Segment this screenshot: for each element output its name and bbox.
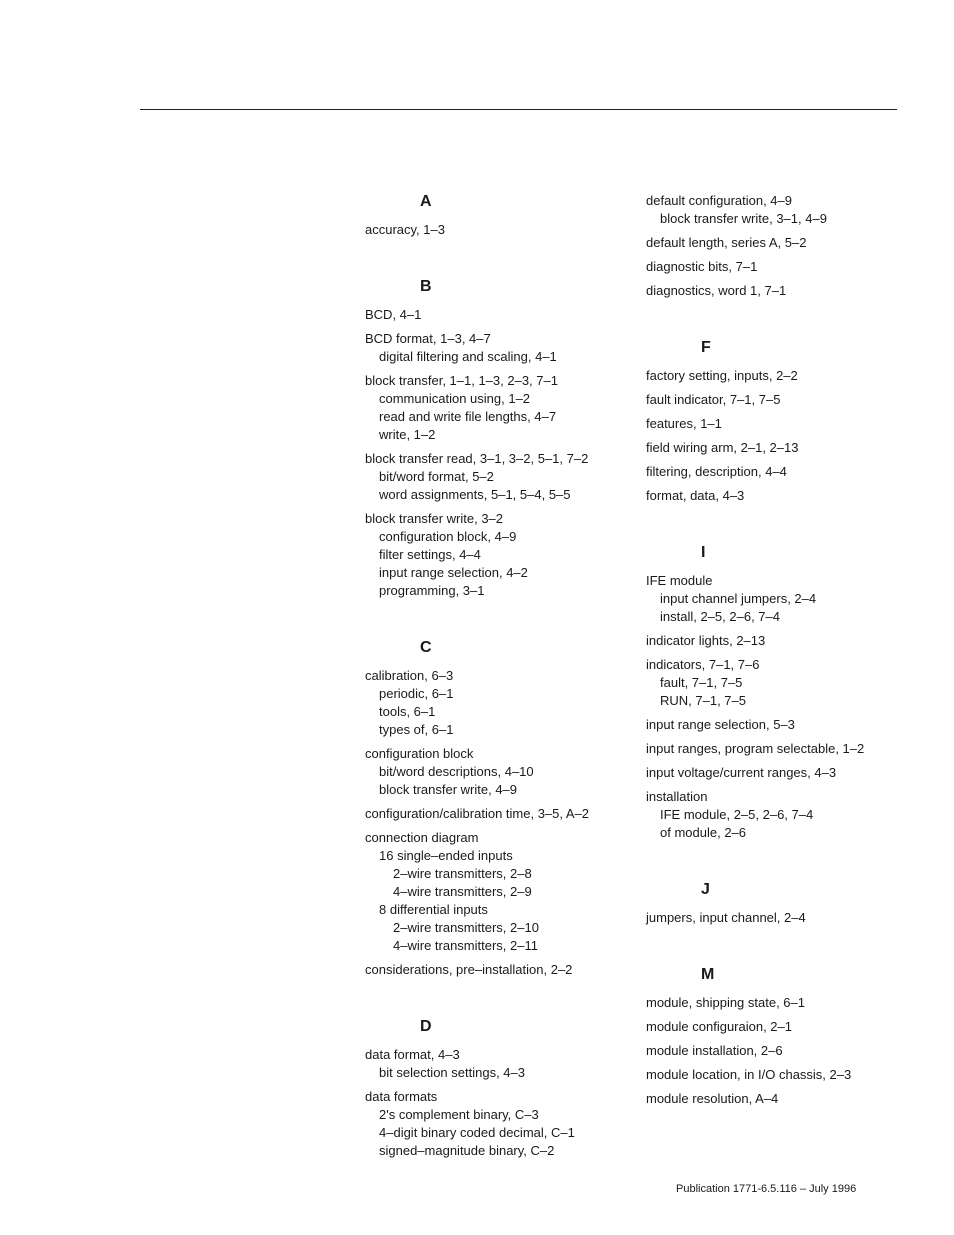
index-subterm: install, 2–5, 2–6, 7–4 <box>660 609 780 624</box>
index-subterm: programming, 3–1 <box>379 583 485 598</box>
index-term: block transfer read, 3–1, 3–2, 5–1, 7–2 <box>365 451 589 466</box>
index-subterm: bit/word descriptions, 4–10 <box>379 764 534 779</box>
index-entry <box>365 829 625 955</box>
index-entry <box>365 372 625 444</box>
index-term: features, 1–1 <box>646 416 722 431</box>
index-term: factory setting, inputs, 2–2 <box>646 368 798 383</box>
header-rule <box>140 109 897 110</box>
index-section <box>365 192 625 239</box>
index-subterm: IFE module, 2–5, 2–6, 7–4 <box>660 807 814 822</box>
index-entry <box>646 1066 906 1084</box>
publication-footer: Publication 1771-6.5.116 – July 1996 <box>676 1183 857 1195</box>
index-entry <box>646 656 906 710</box>
index-section <box>646 192 906 300</box>
index-entry <box>646 367 906 385</box>
index-section <box>646 880 906 927</box>
index-term: format, data, 4–3 <box>646 488 745 503</box>
index-term: diagnostics, word 1, 7–1 <box>646 283 787 298</box>
index-entry <box>646 391 906 409</box>
index-entry <box>365 1088 625 1160</box>
index-entry <box>365 667 625 739</box>
index-subterm: 2–wire transmitters, 2–10 <box>393 920 539 935</box>
index-entry <box>646 909 906 927</box>
index-subterm: 4–wire transmitters, 2–9 <box>393 884 532 899</box>
index-term: diagnostic bits, 7–1 <box>646 259 758 274</box>
index-term: data format, 4–3 <box>365 1047 460 1062</box>
section-letter: M <box>701 966 715 983</box>
index-entry <box>365 745 625 799</box>
index-subterm: 8 differential inputs <box>379 902 488 917</box>
index-term: BCD format, 1–3, 4–7 <box>365 331 491 346</box>
index-entry <box>646 439 906 457</box>
index-entry <box>646 572 906 626</box>
index-entry <box>646 1018 906 1036</box>
section-letter: I <box>701 544 706 561</box>
section-letter: B <box>420 278 432 295</box>
index-term: configuration block <box>365 746 474 761</box>
index-term: module, shipping state, 6–1 <box>646 995 805 1010</box>
index-entry <box>646 282 906 300</box>
section-letter: D <box>420 1018 432 1035</box>
index-section <box>365 277 625 600</box>
index-subterm: input range selection, 4–2 <box>379 565 528 580</box>
index-term: input voltage/current ranges, 4–3 <box>646 765 837 780</box>
index-term: IFE module <box>646 573 713 588</box>
index-subterm: periodic, 6–1 <box>379 686 454 701</box>
index-subterm: block transfer write, 4–9 <box>379 782 518 797</box>
index-subterm: write, 1–2 <box>379 427 436 442</box>
index-term: jumpers, input channel, 2–4 <box>646 910 806 925</box>
index-subterm: tools, 6–1 <box>379 704 436 719</box>
index-subterm: 2's complement binary, C–3 <box>379 1107 539 1122</box>
index-column-left <box>365 192 625 1198</box>
index-term: module location, in I/O chassis, 2–3 <box>646 1067 852 1082</box>
index-term: input range selection, 5–3 <box>646 717 795 732</box>
index-section <box>646 338 906 505</box>
index-term: considerations, pre–installation, 2–2 <box>365 962 573 977</box>
index-entry <box>646 740 906 758</box>
index-term: filtering, description, 4–4 <box>646 464 787 479</box>
index-section <box>646 543 906 842</box>
index-column-right <box>646 192 906 1146</box>
index-entry <box>646 258 906 276</box>
index-subterm: 16 single–ended inputs <box>379 848 513 863</box>
index-subterm: read and write file lengths, 4–7 <box>379 409 557 424</box>
index-entry <box>646 463 906 481</box>
index-entry <box>365 1046 625 1082</box>
index-entry <box>365 221 625 239</box>
index-term: block transfer, 1–1, 1–3, 2–3, 7–1 <box>365 373 558 388</box>
index-term: module installation, 2–6 <box>646 1043 783 1058</box>
index-subterm: digital filtering and scaling, 4–1 <box>379 349 557 364</box>
index-entry <box>646 487 906 505</box>
index-term: indicator lights, 2–13 <box>646 633 766 648</box>
index-section <box>365 1017 625 1160</box>
index-subterm: word assignments, 5–1, 5–4, 5–5 <box>379 487 571 502</box>
index-entry <box>365 450 625 504</box>
index-entry <box>646 764 906 782</box>
index-entry <box>646 788 906 842</box>
index-section <box>365 638 625 979</box>
index-term: field wiring arm, 2–1, 2–13 <box>646 440 799 455</box>
index-entry <box>646 415 906 433</box>
index-section <box>646 965 906 1108</box>
index-subterm: bit/word format, 5–2 <box>379 469 494 484</box>
index-term: default length, series A, 5–2 <box>646 235 807 250</box>
index-term: module resolution, A–4 <box>646 1091 779 1106</box>
index-term: connection diagram <box>365 830 479 845</box>
index-entry <box>646 716 906 734</box>
index-term: accuracy, 1–3 <box>365 222 445 237</box>
index-subterm: filter settings, 4–4 <box>379 547 481 562</box>
section-letter: F <box>701 339 711 356</box>
index-term: calibration, 6–3 <box>365 668 454 683</box>
index-term: BCD, 4–1 <box>365 307 422 322</box>
index-subterm: RUN, 7–1, 7–5 <box>660 693 746 708</box>
index-subterm: 4–wire transmitters, 2–11 <box>393 938 538 953</box>
index-subterm: fault, 7–1, 7–5 <box>660 675 743 690</box>
section-letter: J <box>701 881 710 898</box>
index-entry <box>365 330 625 366</box>
index-term: module configuraion, 2–1 <box>646 1019 792 1034</box>
index-subterm: of module, 2–6 <box>660 825 747 840</box>
index-term: default configuration, 4–9 <box>646 193 792 208</box>
index-entry <box>646 192 906 228</box>
section-letter: C <box>420 639 432 656</box>
index-entry <box>365 961 625 979</box>
index-subterm: types of, 6–1 <box>379 722 454 737</box>
index-entry <box>646 1090 906 1108</box>
index-entry <box>365 805 625 823</box>
index-subterm: input channel jumpers, 2–4 <box>660 591 817 606</box>
index-term: data formats <box>365 1089 438 1104</box>
index-term: input ranges, program selectable, 1–2 <box>646 741 865 756</box>
index-entry <box>365 510 625 600</box>
index-subterm: 2–wire transmitters, 2–8 <box>393 866 532 881</box>
index-subterm: communication using, 1–2 <box>379 391 531 406</box>
index-term: configuration/calibration time, 3–5, A–2 <box>365 806 590 821</box>
index-subterm: 4–digit binary coded decimal, C–1 <box>379 1125 575 1140</box>
index-entry <box>646 234 906 252</box>
index-entry <box>646 994 906 1012</box>
index-entry <box>646 1042 906 1060</box>
index-term: fault indicator, 7–1, 7–5 <box>646 392 781 407</box>
index-term: installation <box>646 789 708 804</box>
index-subterm: signed–magnitude binary, C–2 <box>379 1143 555 1158</box>
index-entry <box>365 306 625 324</box>
index-subterm: bit selection settings, 4–3 <box>379 1065 525 1080</box>
index-term: indicators, 7–1, 7–6 <box>646 657 760 672</box>
index-entry <box>646 632 906 650</box>
index-subterm: block transfer write, 3–1, 4–9 <box>660 211 827 226</box>
index-subterm: configuration block, 4–9 <box>379 529 517 544</box>
section-letter: A <box>420 193 432 210</box>
index-term: block transfer write, 3–2 <box>365 511 504 526</box>
